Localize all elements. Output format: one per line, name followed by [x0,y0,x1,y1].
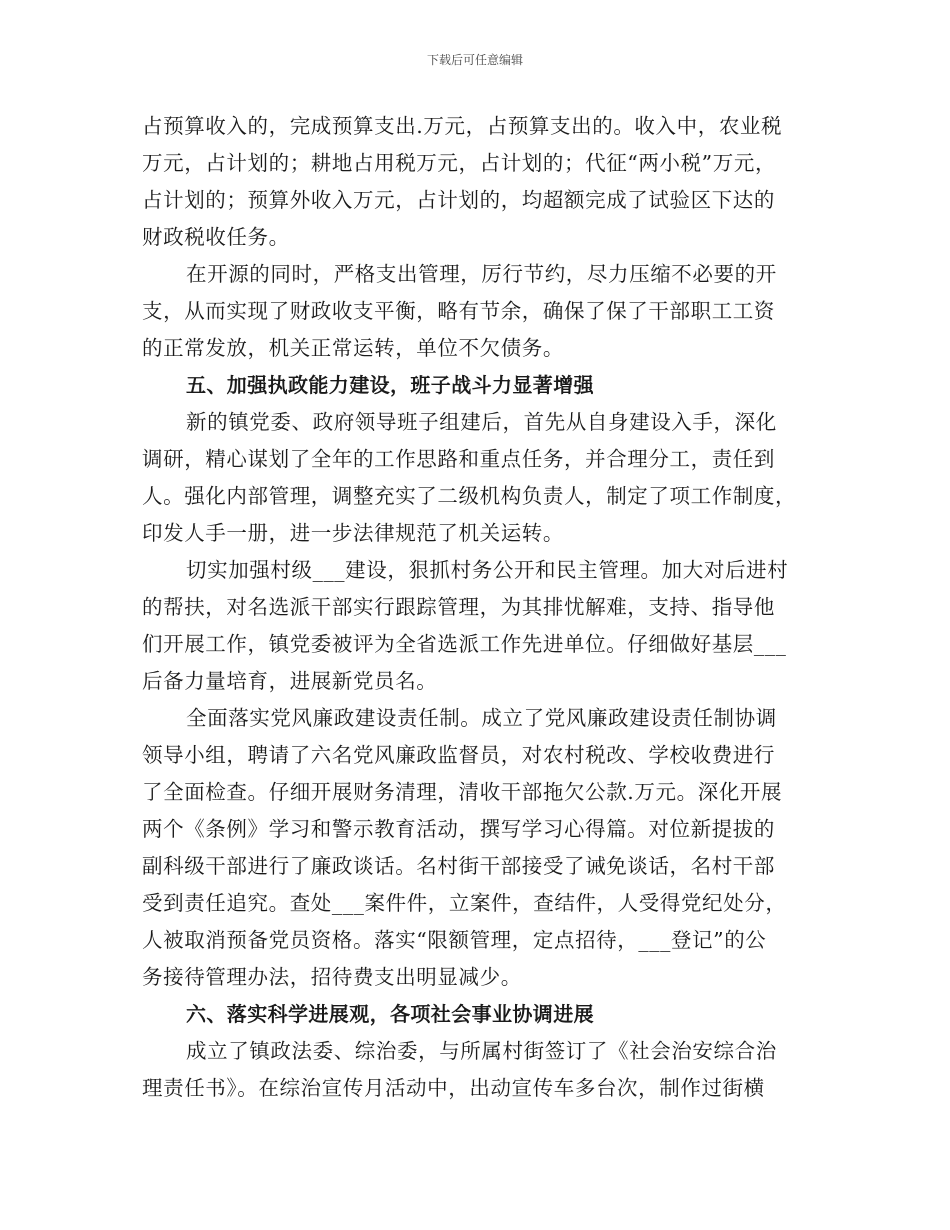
body-line: 理责任书》。在综治宣传月活动中，出动宣传车多台次，制作过街横 [142,1076,765,1100]
body-line: 全面落实党风廉政建设责任制。成立了党风廉政建设责任制协调 [186,706,777,730]
section-heading-6: 六、落实科学进展观，各项社会事业协调进展 [186,1002,594,1026]
page-header: 下载后可任意编辑 [426,53,523,67]
body-line: 副科级干部进行了廉政谈话。名村街干部接受了诫免谈话，名村干部 [142,854,775,878]
body-line: 务接待管理办法，招待费支出明显减少。 [142,965,522,989]
body-line: 在开源的同时，严格支出管理，厉行节约，尽力压缩不必要的开 [186,262,777,286]
body-line: 人被取消预备党员资格。落实“限额管理，定点招待，___登记”的公 [142,928,767,952]
body-line: 新的镇党委、政府领导班子组建后，首先从自身建设入手，深化 [186,410,777,434]
body-line: 支，从而实现了财政收支平衡，略有节余，确保了保了干部职工工资 [142,299,775,323]
body-line: 两个《条例》学习和警示教育活动，撰写学习心得篇。对位新提拔的 [142,817,775,841]
body-line: 财政税收任务。 [142,225,290,249]
body-line: 成立了镇政法委、综治委，与所属村街签订了《社会治安综合治 [186,1039,777,1063]
body-line: 占预算收入的，完成预算支出.万元，占预算支出的。收入中，农业税 [142,114,783,138]
body-line: 受到责任追究。查处___案件件，立案件，查结件，人受得党纪处分， [142,891,787,915]
document-body [142,108,810,1107]
body-line: 的正常发放，机关正常运转，单位不欠债务。 [142,336,564,360]
body-line: 万元，占计划的；耕地占用税万元，占计划的；代征“两小税”万元， [142,151,777,175]
body-line: 领导小组，聘请了六名党风廉政监督员，对农村税改、学校收费进行 [142,743,775,767]
body-line: 人。强化内部管理，调整充实了二级机构负责人，制定了项工作制度， [142,484,797,508]
body-line: 占计划的；预算外收入万元，占计划的，均超额完成了试验区下达的 [142,188,775,212]
body-line: 切实加强村级___建设，狠抓村务公开和民主管理。加大对后进村 [186,558,789,582]
body-line: 们开展工作，镇党委被评为全省选派工作先进单位。仔细做好基层___ [142,632,787,656]
body-line: 印发人手一册，进一步法律规范了机关运转。 [142,521,564,545]
body-line: 的帮扶，对名选派干部实行跟踪管理，为其排忧解难，支持、指导他 [142,595,775,619]
body-line: 调研，精心谋划了全年的工作思路和重点任务，并合理分工，责任到 [142,447,775,471]
body-line: 后备力量培育，进展新党员名。 [142,669,438,693]
section-heading-5: 五、加强执政能力建设，班子战斗力显著增强 [186,373,594,397]
body-line: 了全面检查。仔细开展财务清理，清收干部拖欠公款.万元。深化开展 [142,780,783,804]
